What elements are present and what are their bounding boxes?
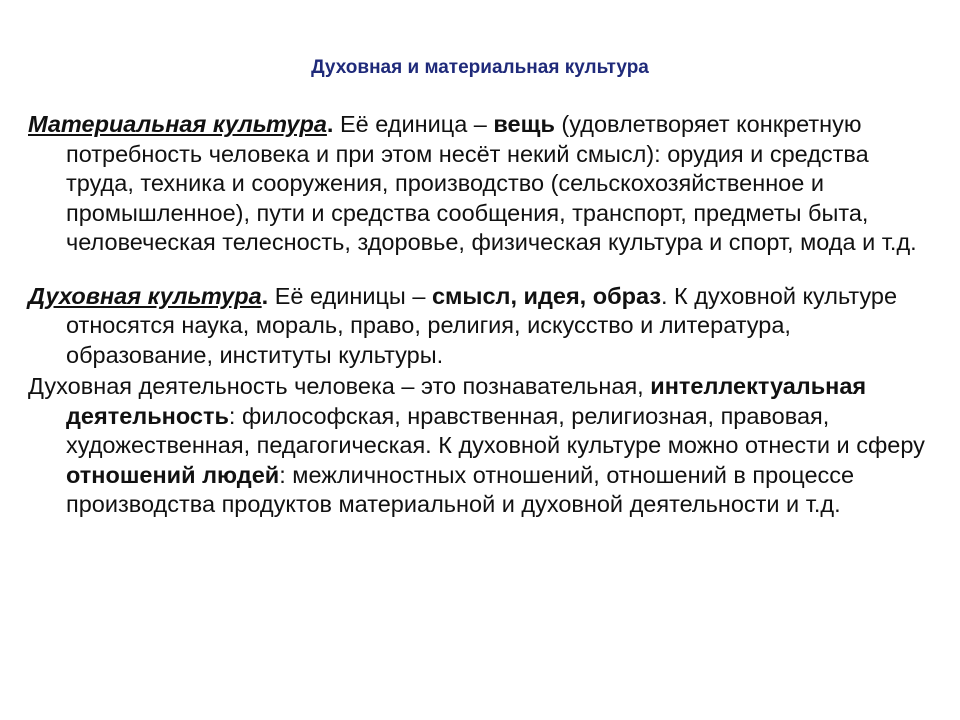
spiritual-culture-term-dot: . <box>261 282 269 309</box>
slide-body <box>28 110 938 520</box>
spiritual-activity-paragraph <box>28 372 938 520</box>
spiritual-units-bold: смысл, идея, образ <box>431 282 661 309</box>
material-culture-term-dot: . <box>326 111 334 137</box>
material-text-1: Её единица – <box>333 111 494 137</box>
slide-title: Духовная и материальная культура <box>311 57 649 78</box>
spiritual-text-2: . К духовной культуре относятся наука, мораль, право, религия, искусство и литература, образование, институты культуры. <box>66 282 898 368</box>
material-culture-term: Материальная культура <box>28 111 327 137</box>
activity-text-3: : межличностных отношений, отношений в процессе производства продуктов материальной и духовной деятельности и т.д. <box>66 461 855 517</box>
spiritual-text-1: Её единицы – <box>268 282 432 309</box>
activity-relations-bold: отношений людей <box>66 461 280 488</box>
spiritual-culture-term: Духовная культура <box>28 282 262 309</box>
material-unit-bold: вещь <box>493 111 555 137</box>
material-text-2: (удовлетворяет конкретную потребность человека и при этом несёт некий смысл): орудия и средства труда, техника и сооружения, производство (сельскохозяйственное и промышленное), пути и средства сообщения, транспорт, предметы быта, человеческая телесность, здоровье, физическая культура и спорт, мода и т.д. <box>66 111 917 255</box>
activity-text-1: Духовная деятельность человека – это познавательная, <box>28 373 651 399</box>
material-culture-paragraph <box>28 110 938 258</box>
activity-intellectual-bold: интеллектуальная деятельность <box>66 373 867 429</box>
spiritual-culture-paragraph <box>28 282 938 371</box>
activity-text-2: : философская, нравственная, религиозная, правовая, художественная, педагогическая. К духовной культуре можно отнести и сферу <box>66 402 925 458</box>
